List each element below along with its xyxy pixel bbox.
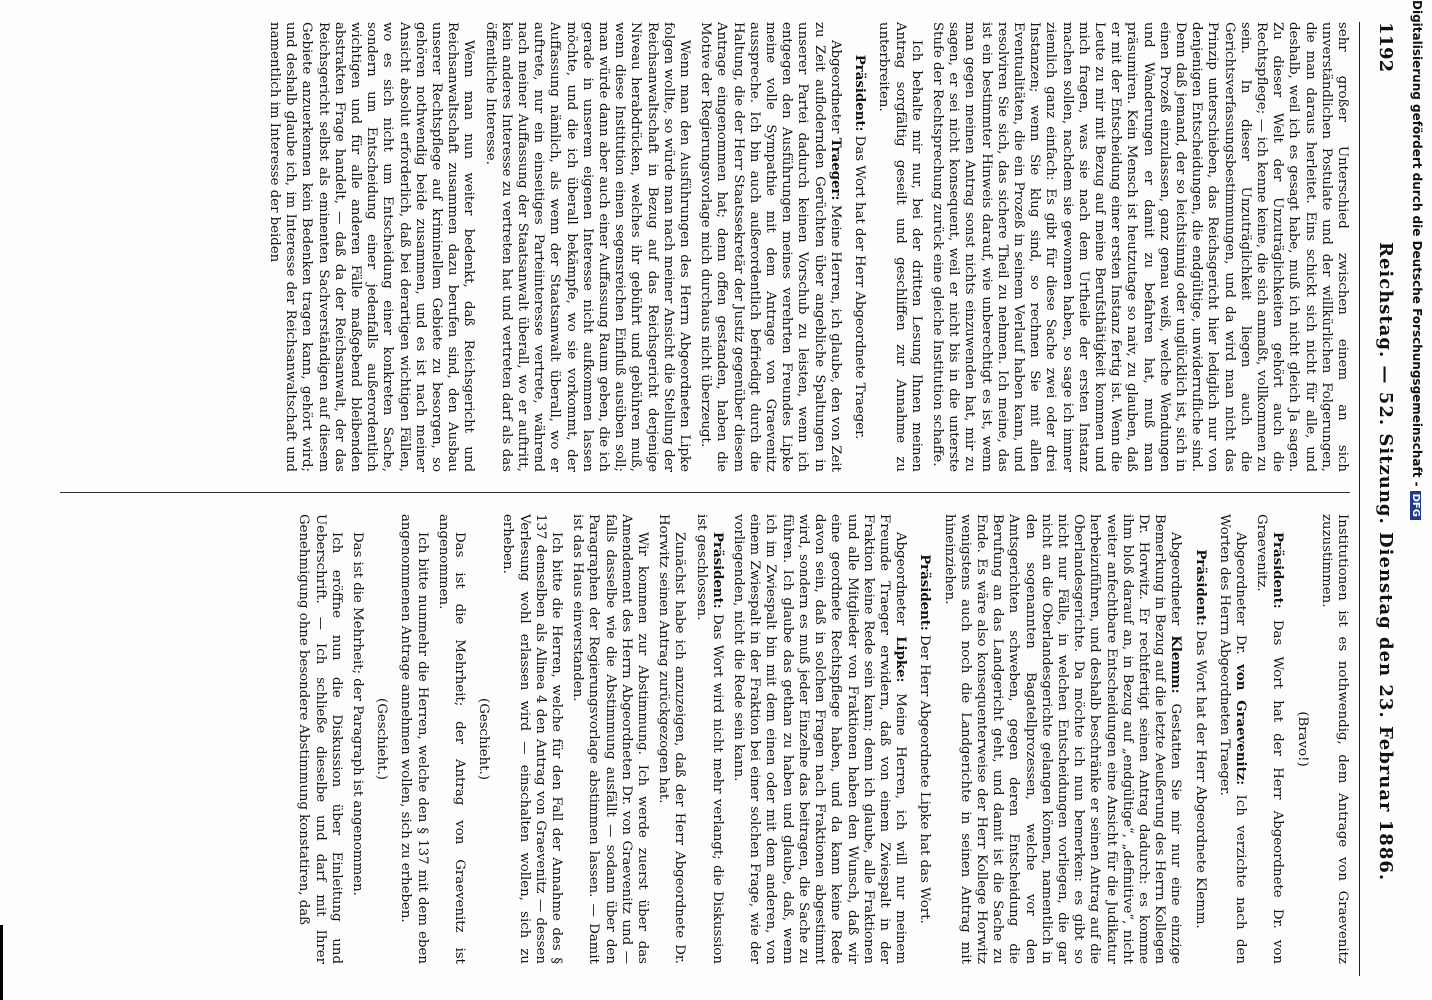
running-header: [1362, 22, 1402, 976]
speaker-label: Klemm:: [1168, 635, 1184, 694]
speaker-label: Präsident:: [1192, 549, 1208, 626]
speaker-label: Lipke:: [893, 636, 909, 683]
speaker-label: Präsident:: [852, 54, 868, 132]
digitization-note: [1402, 0, 1424, 1000]
paragraph: Das ist die Mehrheit; der Paragraph ist angenommen.: [350, 532, 366, 896]
speaker-label: Präsident:: [917, 554, 933, 631]
paragraph: Präsident: Das Wort hat der Herr Abgeordnete Dr. von Graevenitz.: [1254, 514, 1286, 964]
left-column: [60, 22, 1350, 472]
header-title: Reichstag. — 52. Sitzung. Dienstag den 23. Februar 1886.: [1375, 242, 1396, 882]
scan-edge-mark: [0, 925, 3, 1000]
paragraph: Wir kommen zur Abstimmung. Ich werde zuerst über das Amendement des Herrn Abgeordneten Dr. von Graevenitz und — falls dasselbe wie die Abstimmung ausfällt — sodann über den Paragraphen der Regierungsvorlage abstimmen lassen. — Damit ist das Haus einverstanden.: [570, 514, 651, 964]
paragraph: (Bravo!): [1294, 711, 1310, 767]
page-content: [42, 22, 1402, 976]
right-column: [60, 514, 1350, 964]
paragraph: Abgeordneter Traeger: Meine Herren, ich glaube, den von Zeit zu Zeit auflodernden Gerüchten über angebliche Spaltungen in unserer Partei dadurch keinen Vorschub zu leisten, wenn ich entgegen den Ausführungen meines verehrten Freundes Lipke meine volle Sympathie mit dem Antrage von Graevenitz ausspreche. Ich bin auch außerordentlich befriedigt durch die Haltung, die der Herr Staatssekretär der Justiz gegenüber diesem Antrage eingenommen hat; denn offen gestanden, haben die Motive der Regierungsvorlage mich durchaus nicht überzeugt.: [698, 22, 843, 472]
paragraph: Abgeordneter Klemm: Gestatten Sie mir nur eine einzige Bemerkung in Bezug auf die letzte Aeußerung des Herrn Kollegen Dr. Horwitz. Er rechtfertigt seinen Antrag dadurch: es komme ihm bloß darauf an, in Bezug auf „endgültige“, „definitive“, nicht weiter anfechtbare Entscheidungen eine Ansicht für die Judikatur herbeizuführen, und deshalb beschränke er seinen Antrag auf die Oberlandesgerichte. Da möchte ich nun bemerken: es gibt so nicht nur Fälle, in welchen Entscheidungen vorliegen, die gar nicht an die Oberlandesgerichte gelangen können, namentlich in den sogenannten Bagatellprozessen, welche vor den Amtsgerichten schweben, gegen deren Entscheidung die Berufung an das Landgericht geht, und damit ist die Sache zu Ende. Es wäre also konsequenterweise der Herr Kollege Horwitz wenigstens auch noch die Landgerichte in seinen Antrag mit hineinziehen.: [941, 514, 1184, 964]
paragraph: (Geschieht.): [476, 698, 492, 780]
paragraph: Wenn man den Ausführungen des Herrn Abgeordneten Lipke folgen wollte, so würde man nach meiner Ansicht die Stellung der Reichsanwaltschaft in Bezug auf das Reichsgericht derjenige Niveau herabdrücken, welches ihr gebührt und gebühren muß, wenn diese Institution einen segensreichen Einfluß ausüben soll; man würde dann aber auch einer Auffassung Raum geben, die ich gerade in unserem eigenen Interesse nicht aufkommen lassen möchte, und die ich überall bekämpfe, wo sie vorkommt, der Auffassung nämlich, als wenn der Staatsanwalt überall, wo er auftrete, nur ein einseitiges Parteiinteresse vertrete, während nach meiner Auffassung der Staatsanwalt überall, wo er auftritt, kein anderes Interesse zu vertreten hat und vertreten darf als das öffentliche Interesse.: [482, 22, 693, 472]
dfg-logo: DFG: [1410, 491, 1421, 520]
paragraph: Ich behalte mir nur, bei der dritten Lesung Ihnen meinen Antrag sorgfältig geseilt und geschliffen zur Annahme zu unterbreiten.: [876, 22, 924, 472]
paragraph: Zunächst habe ich anzuzeigen, daß der Herr Abgeordnete Dr. Horwitz seinen Antrag zurückgezogen hat.: [656, 514, 688, 964]
paragraph: Abgeordneter Lipke: Meine Herren, ich will nur meinem Freunde Traeger erwidern, daß von einem Zwiespalt in der Fraktion keine Rede sein kann; denn ich glaube, alle Fraktionen und alle Mitglieder von Fraktionen haben den Wunsch, daß wir eine geordnete Rechtspflege haben, und da kann keine Rede davon sein, daß in solchen Fragen nach Fraktionen abgestimmt wird, sondern es muß jeder Einzelne das beitragen, die Sache zu führen. Ich glaube das gethan zu haben und glaube, daß, wenn ich im Zwiespalt bin mit dem einen oder mit dem anderen, von einem Zwiespalt in der Fraktion bei einer solchen Frage, wie der vorliegenden, nicht die Rede sein kann.: [731, 514, 909, 964]
paragraph: Präsident: Das Wort wird nicht mehr verlangt; die Diskussion ist geschlossen.: [693, 514, 725, 964]
speaker-label: von Graevenitz:: [1232, 664, 1248, 786]
digitization-text: Digitalisierung gefördert durch die Deutsche Forschungsgemeinschaft -: [1410, 0, 1424, 487]
digitization-strip: [1402, 0, 1424, 1000]
speaker-label: Traeger:: [827, 137, 843, 201]
paragraph: sehr großer Unterschied zwischen einem an sich unverständlichen Postulate und der willkürlichen Folgerungen, die man daraus herleitet. Eins schickt sich nicht für alle, und deshalb, weil ich es gesagt habe, muß ich nicht gleich Ja sagen. Zu dieser Welt der Unzuträglichkeiten gehört auch die Rechtspflege; — ich kenne keine, die sich anmaßt, vollkommen zu sein. In dieser Unzuträglichkeit liegen auch die Gerichtsverfassungsbestimmungen, und da wird man nicht das Prinzip unterschieben, das Reichsgericht hier lediglich nur von denjenigen Entscheidungen, die endgültige, unwiderrufliche sind. Denn daß jemand, der so leichtsinnig oder unglücklich ist, sich in einen Prozeß einzulassen, ganz genau weiß, welche Wendungen und Wanderungen er damit zu befahren hat, muß man präsumiren. Kein Mensch ist heutzutage so naiv, zu glauben, daß er mit der Entscheidung einer ersten Instanz fertig ist. Wenn die Leute zu mir mit Bezug auf meine Berufsthätigkeit kommen und mich fragen, was sie nach dem Urtheile der ersten Instanz machen sollen, nachdem sie gewonnen haben, so sage ich immer ziemlich ganz einfach: Es gibt für diese Sache zwei oder drei Instanzen; wenn Sie klug sind, so rechnen Sie mit allen Eventualitäten, die ein Prozeß in seinem Verlauf haben kann, und resolviren Sie sich, das sichere Theil zu nehmen. Ich meine, das ist ein bestimmter Hinweis darauf, wie unberechtigt es ist, wenn man gegen meinen Antrag sonst nichts einzuwenden hat, mir zu sagen, er sei nicht konsequent, weil er nicht bis in die unterste Stufe der Rechtsprechung zurück eine gleiche Institution schaffe.: [929, 22, 1350, 472]
speaker-label: Präsident:: [1270, 532, 1286, 609]
paragraph: (Geschieht.): [374, 698, 390, 780]
paragraph: Institutionen ist es nothwendig, dem Antrage von Graevenitz zuzustimmen.: [1318, 514, 1350, 964]
header-rule: [1359, 22, 1360, 976]
speaker-label: Präsident:: [709, 532, 725, 609]
column-divider: [60, 492, 1350, 493]
paragraph: Abgeordneter Dr. von Graevenitz: Ich verzichte nach den Worten des Herrn Abgeordneten Traeger.: [1216, 514, 1248, 964]
page-number: 1192: [1375, 22, 1396, 73]
paragraph: Ich eröffne nun die Diskussion über Einleitung und Ueberschrift. — Ich schließe dieselbe und darf mit Ihrer Genehmigung ohne besondere Abstimmung konstatiren, daß: [296, 514, 344, 964]
paragraph: Präsident: Das Wort hat der Herr Abgeordnete Traeger.: [852, 54, 868, 440]
paragraph: Wenn man nun weiter bedenkt, daß Reichsgericht und Reichsanwaltschaft zusammen dazu berufen sind, den Ausbau unserer Rechtspflege auf kriminellem Gebiete zu besorgen, so gehören nothwendig beide zusammen, und es ist nach meiner Ansicht absolut erforderlich, daß bei derartigen wichtigen Fällen, wo es sich nicht um Entscheidung einer konkreten Sache, sondern um Entscheidung einer jedenfalls außerordentlich wichtigen und für alle anderen Fälle maßgebend bleibenden abstrakten Frage handelt, — daß da der Reichsanwalt, der das Reichsgericht selbst als eminenten Sachverständigen auf diesem Gebiete anzuerkennen kein Bedenken tragen kann, gehört wird; und deshalb glaube ich, im Interesse der Reichsanwaltschaft und namentlich im Interesse der beiden: [267, 22, 477, 472]
paragraph: Präsident: Der Herr Abgeordnete Lipke hat das Wort.: [917, 554, 933, 924]
paragraph: Präsident: Das Wort hat der Herr Abgeordnete Klemm.: [1192, 549, 1208, 929]
paragraph: Ich bitte nunmehr die Herren, welche den § 137 mit dem eben angenommenen Antrage annehmen wollen, sich zu erheben.: [398, 514, 430, 964]
paragraph: Das ist die Mehrheit; der Antrag von Graevenitz ist angenommen.: [435, 514, 468, 964]
paragraph: Ich bitte die Herren, welche für den Fall der Annahme des § 137 demselben als Alinea 4 den Antrag von Graevenitz — dessen Verlesung wohl erlassen wird — einschalten wollen, sich zu erheben.: [500, 514, 565, 964]
